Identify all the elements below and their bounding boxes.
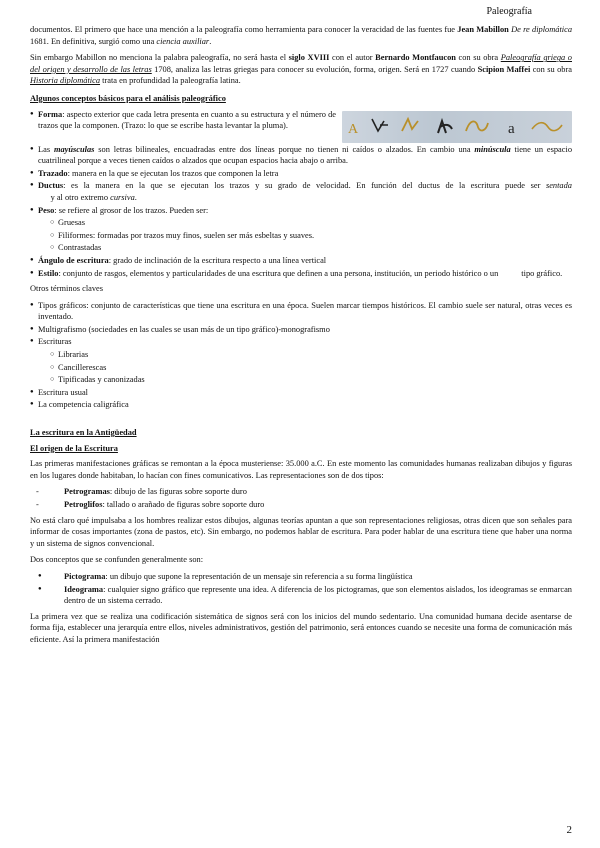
term-forma: Forma xyxy=(38,109,63,119)
text-span: : manera en la que se ejecutan los trazos que componen la letra xyxy=(67,168,279,178)
term-ductus: Ductus xyxy=(38,181,64,191)
work-paleografia-griega: Paleografía griega o del origen y desarrollo de las letras xyxy=(30,53,572,74)
antiguedad-paragraph-4: La primera vez que se realiza una codificación sistemática de signos será con los inicios del mundo sedentario. Una comunidad humana decide asentarse de forma fija, establecer una jerarquía entre ellos, niveles administrativos, gestión del patrimonio, será entonces cuando se necesite una forma de comunicación más eficiente. Así la primera manifestación xyxy=(30,611,572,644)
list-item-ductus xyxy=(30,180,572,203)
stroke-shape-1 xyxy=(372,119,388,131)
text-span: : dibujo de las figuras sobre soporte duro xyxy=(109,487,247,497)
intro-paragraph-2 xyxy=(30,52,572,87)
term-pictograma: Pictograma xyxy=(64,571,106,581)
letterform-image-strip xyxy=(342,111,572,143)
otros-item-escritura-usual: ● Escritura usual xyxy=(30,387,572,399)
term-mayusculas: mayúsculas xyxy=(53,144,95,154)
escrituras-item-cancillerescas: ○ Cancillerescas xyxy=(30,362,572,374)
text-span: . xyxy=(134,192,137,202)
term-estilo: Estilo xyxy=(38,268,59,278)
text-span: 1681. En definitiva, surgió como una xyxy=(30,36,157,46)
work-historia-diplomatica: Historia diplomática xyxy=(30,76,101,86)
page-content xyxy=(30,24,572,651)
list-item-trazado xyxy=(30,168,572,180)
term-ciencia-auxiliar: ciencia auxiliar xyxy=(156,36,210,46)
otros-intro: Otros términos claves xyxy=(30,284,104,294)
author-maffei: Scipion Maffei xyxy=(477,64,531,74)
antiguedad-paragraph-2: No está claro qué impulsaba a los hombres realizar estos dibujos, algunas teorías apuntan a que son representaciones religiosas, otras dicen que son señales para informar de cosas importantes (zona de pastos, etc). Sin embargo, no podemos hablar de escritura. Para poder hablar de una escritura tiene que haber una norma y un sistema de signos convencional. xyxy=(30,515,572,548)
page-number: 2 xyxy=(566,824,572,836)
stroke-shape-3 xyxy=(438,121,452,133)
peso-item-filiformes: ○ Filiformes: formadas por trazos muy finos, suelen ser más esbeltas y suaves. xyxy=(30,230,572,242)
century-label: siglo XVIII xyxy=(288,53,330,63)
term-ideograma: Ideograma xyxy=(64,584,104,594)
text-span: : se refiere al grosor de los trazos. Pueden ser: xyxy=(54,205,209,215)
tipo-item-petrogramas xyxy=(30,486,572,498)
subheading-origen: El origen de la Escritura xyxy=(30,443,118,453)
term-petrogramas: Petrogramas xyxy=(64,487,110,497)
letterform-evolution-graphic xyxy=(342,111,572,143)
conceptos-list xyxy=(30,109,572,280)
list-item-angulo xyxy=(30,255,572,267)
text-span: : conjunto de rasgos, elementos y particularidades de una escritura que definen a una persona, institución, un periodo histórico o un tipo gráfico. xyxy=(58,268,563,278)
term-trazado: Trazado xyxy=(38,168,68,178)
term-peso: Peso xyxy=(38,205,55,215)
otros-item-competencia: ● La competencia caligráfica xyxy=(30,399,572,411)
list-item-mayusculas xyxy=(30,144,572,167)
otros-list xyxy=(30,300,572,411)
escrituras-item-tipificadas: ○ Tipificadas y canonizadas xyxy=(30,374,572,386)
text-span: 1708, analiza las letras griegas para conocer su evolución, forma, origen. Será en 1727 cuando xyxy=(151,64,478,74)
peso-item-contrastadas: ○ Contrastadas xyxy=(30,242,572,254)
stroke-shape-4 xyxy=(466,121,488,131)
otros-item-tipos: ● Tipos gráficos: conjunto de características que tiene una escritura en una época. Suelen marcar tiempos históricos. El cambio suele ser natural, otras veces es inventado. xyxy=(30,300,572,323)
text-span: con su obra xyxy=(530,64,572,74)
intro-paragraph-1 xyxy=(30,24,572,47)
term-angulo: Ángulo de escritura xyxy=(38,255,109,265)
section-heading-antiguedad: La escritura en la Antigüedad xyxy=(30,428,137,438)
concepto-item-ideograma xyxy=(30,584,572,607)
term-minuscula: minúscula xyxy=(474,144,511,154)
letter-a-minuscule: a xyxy=(508,120,515,137)
stroke-shape-2 xyxy=(402,119,418,131)
running-head: Paleografía xyxy=(486,6,532,17)
work-de-re-diplomatica: De re diplomática xyxy=(511,25,573,34)
author-mabillon: Jean Mabillon xyxy=(457,25,509,34)
list-item-forma xyxy=(30,109,572,143)
text-span: tiene un espacio cuatrilineal porque a veces tienen caídos o alzados que ocupan espacios hacia abajo o arriba. xyxy=(38,144,573,166)
text-span: : grado de inclinación de la escritura respecto a una línea vertical xyxy=(108,255,327,265)
term-sentada: sentada xyxy=(545,181,572,191)
text-span: y al otro extremo xyxy=(38,192,111,202)
stroke-shape-5 xyxy=(532,122,562,130)
list-item-estilo xyxy=(30,268,572,280)
term-cursiva: cursiva xyxy=(110,192,135,202)
text-span: con el autor xyxy=(329,53,376,63)
text-span: : aspecto exterior que cada letra presenta en cuanto a su estructura y el número de trazos que la componen. (Trazo: lo que se escribe hasta levantar la pluma). xyxy=(38,109,336,131)
text-span: trata en profundidad la paleografía latina. xyxy=(100,76,241,86)
concepto-item-pictograma xyxy=(30,571,572,583)
text-span: son letras bilineales, encuadradas entre dos líneas porque no tienen ni caídos o alzados. En cambio una xyxy=(94,144,475,154)
tipo-item-petroglifos xyxy=(30,499,572,511)
text-span: : un dibujo que supone la representación de un mensaje sin referencia a su forma lingüística xyxy=(105,571,413,581)
antiguedad-paragraph-3: Dos conceptos que se confunden generalmente son: xyxy=(30,555,204,565)
text-span: : tallado o arañado de figuras sobre soporte duro xyxy=(102,500,265,509)
escrituras-item-librarias: ○ Librarias xyxy=(30,349,572,361)
list-item-peso xyxy=(30,205,572,217)
term-petroglifos: Petroglifos xyxy=(64,500,103,509)
text-span: documentos. El primero que hace una mención a la paleografía como herramienta para conocer la veracidad de las fuentes fue xyxy=(30,25,458,34)
section-heading-conceptos: Algunos conceptos básicos para el análisis paleográfico xyxy=(30,93,226,103)
text-span: con su obra xyxy=(455,53,501,63)
text-span: : es la manera en la que se ejecutan los trazos y su grado de velocidad. En función del ductus de la escritura puede ser xyxy=(63,181,546,191)
otros-item-escrituras: ● Escrituras xyxy=(30,336,572,348)
letter-a-capital: A xyxy=(348,121,359,137)
antiguedad-paragraph-1: Las primeras manifestaciones gráficas se remontan a la época musteriense: 35.000 a.C. En este momento las comunidades humanas realizaban dibujos y figuras en los lugares donde habitaban, lo hacían con fines comunicativos. Las representaciones son de dos tipos: xyxy=(30,459,572,480)
text-span: Sin embargo Mabillon no menciona la palabra paleografía, no será hasta el xyxy=(30,53,289,63)
text-span: : cualquier signo gráfico que represente una idea. A diferencia de los pictogramas, que son elementos aislados, los ideogramas se enmarcan dentro de un sistema cerrado. xyxy=(64,584,572,606)
text-span: . xyxy=(209,36,212,46)
tipos-list xyxy=(30,486,572,510)
otros-item-multigrafismo: ● Multigrafismo (sociedades en las cuales se usan más de un tipo gráfico)-monografismo xyxy=(30,324,572,336)
author-montfaucon: Bernardo Montfaucon xyxy=(375,53,456,63)
peso-item-gruesas: ○ Gruesas xyxy=(30,217,572,229)
text-span: Las xyxy=(38,144,54,154)
conceptos-pictograma-list xyxy=(30,571,572,607)
